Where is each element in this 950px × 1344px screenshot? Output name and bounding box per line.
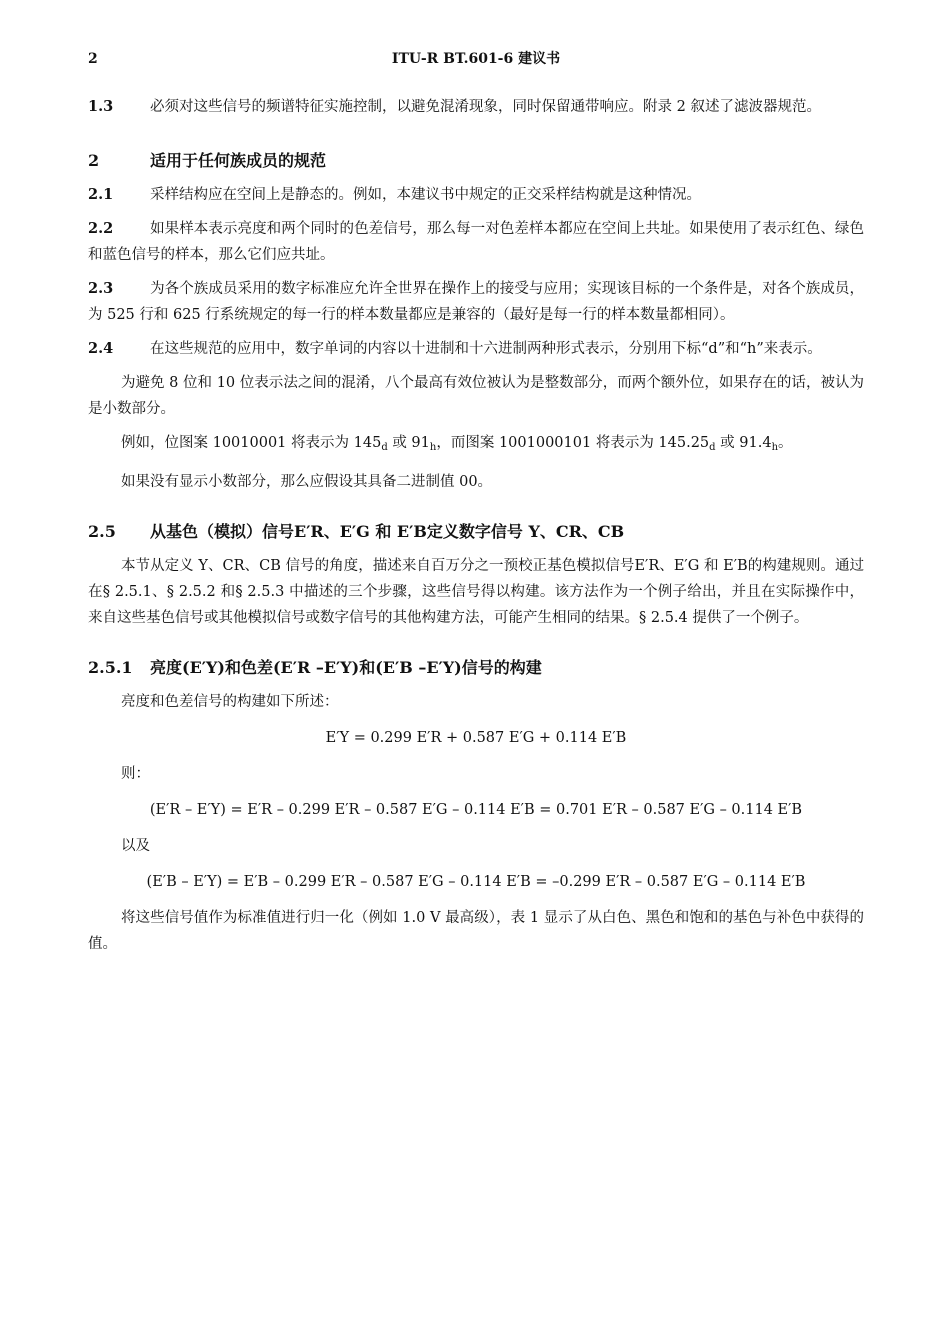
paragraph-2-4-example: 例如，位图案 10010001 将表示为 $145_d$ 或 $91_h$，而图案 1001000101 将表示为 $145.25_d$ 或 $91.4_h$。	[121, 435, 793, 453]
page-number: 2	[88, 51, 98, 67]
heading-text: 亮度(E′Y)和色差(E′R –E′Y)和(E′B –E′Y)信号的构建	[150, 658, 542, 677]
section-number: 2.4	[88, 340, 114, 357]
paragraph-1-3	[88, 94, 864, 120]
section-number: 2.5.1	[88, 658, 133, 677]
page-header	[88, 46, 864, 72]
paragraph-text: 在这些规范的应用中，数字单词的内容以十进制和十六进制两种形式表示，分别用下标“d”和“h”来表示。	[150, 341, 822, 357]
paragraph-2-5: 本节从定义 Y、CR、CB 信号的角度，描述来自百万分之一预校正基色模拟信号E′R、E′G 和 E′B的构建规则。通过在§ 2.5.1、§ 2.5.2 和§ 2.5.3 中描述的三个步骤，这些信号得以构建。该方法作为一个例子给出，并且在实际操作中，来自这些基色信号或其他模拟信号或数字信号的其他构建方法，可能产生相同的结果。§ 2.5.4 提供了一个例子。	[88, 558, 864, 626]
document-title: ITU-R BT.601-6 建议书	[391, 51, 561, 67]
equation-luminance: E′Y = 0.299 E′R + 0.587 E′G + 0.114 E′B	[325, 730, 627, 746]
paragraph-2-4-b: 为避免 8 位和 10 位表示法之间的混淆，八个最高有效位被认为是整数部分，而两个额外位，如果存在的话，被认为是小数部分。	[88, 375, 864, 417]
paragraph-2-5-1-d: 将这些信号值作为标准值进行归一化（例如 1.0 V 最高级），表 1 显示了从白色、黑色和饱和的基色与补色中获得的值。	[88, 910, 864, 952]
equation-red-difference: (E′R – E′Y) = E′R – 0.299 E′R – 0.587 E′G – 0.114 E′B = 0.701 E′R – 0.587 E′G – 0.114 E′B	[149, 802, 803, 818]
document-body	[88, 94, 864, 957]
section-heading-2-5	[88, 519, 864, 545]
paragraph-text: 必须对这些信号的频谱特征实施控制，以避免混淆现象，同时保留通带响应。附录 2 叙述了滤波器规范。	[150, 99, 821, 115]
paragraph-text: 采样结构应在空间上是静态的。例如，本建议书中规定的正交采样结构就是这种情况。	[150, 187, 701, 203]
section-number: 2.5	[88, 522, 116, 541]
heading-text: 适用于任何族成员的规范	[150, 151, 327, 170]
heading-text: 从基色（模拟）信号E′R、E′G 和 E′B定义数字信号 Y、CR、CB	[150, 522, 625, 541]
paragraph-2-3	[88, 276, 864, 328]
paragraph-text: 如果样本表示亮度和两个同时的色差信号，那么每一对色差样本都应在空间上共址。如果使用了表示红色、绿色和蓝色信号的样本，那么它们应共址。	[88, 221, 864, 263]
section-number: 2	[88, 151, 100, 170]
paragraph-2-5-1-c: 以及	[121, 838, 150, 854]
paragraph-2-4-d: 如果没有显示小数部分，那么应假设其具备二进制值 00。	[121, 474, 493, 490]
equation-blue-difference: (E′B – E′Y) = E′B – 0.299 E′R – 0.587 E′G – 0.114 E′B = –0.299 E′R – 0.587 E′G – 0.114 E′B	[146, 874, 806, 890]
section-number: 2.3	[88, 280, 114, 297]
paragraph-2-5-1-a: 亮度和色差信号的构建如下所述：	[121, 694, 339, 710]
paragraph-text: 为各个族成员采用的数字标准应允许全世界在操作上的接受与应用；实现该目标的一个条件是，对各个族成员，为 525 行和 625 行系统规定的每一行的样本数量都应是兼容的（最好是每一行的样本数量都相同）。	[88, 281, 864, 323]
section-number: 2.1	[88, 186, 114, 203]
paragraph-2-2	[88, 216, 864, 268]
paragraph-2-1	[88, 182, 864, 208]
section-heading-2	[88, 148, 864, 174]
paragraph-2-5-1-b: 则：	[121, 766, 150, 782]
paragraph-2-4	[88, 336, 864, 362]
section-number: 2.2	[88, 220, 114, 237]
section-number: 1.3	[88, 98, 114, 115]
section-heading-2-5-1	[88, 655, 864, 681]
